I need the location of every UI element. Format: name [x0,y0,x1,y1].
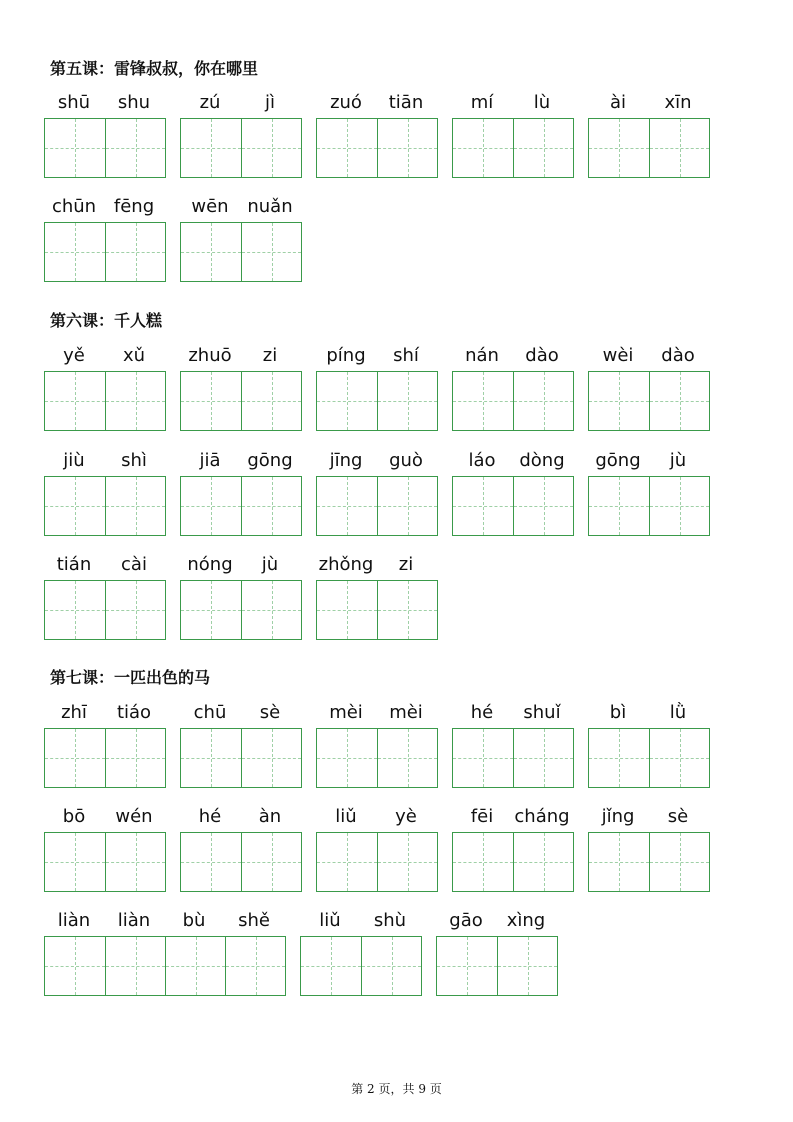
writing-cell[interactable] [453,372,513,430]
writing-cell[interactable] [105,833,165,891]
writing-cell[interactable] [649,372,709,430]
pinyin-label: yè [395,806,417,827]
pinyin-label: hé [198,806,222,827]
lesson-title: 第六课：千人糕 [50,311,163,330]
writing-cell[interactable] [181,833,241,891]
pinyin-row [0,702,793,802]
writing-cell[interactable] [317,833,377,891]
pinyin-label: chū [193,702,227,723]
writing-cell[interactable] [497,937,557,995]
writing-cell[interactable] [513,729,573,787]
writing-cell[interactable] [181,729,241,787]
writing-grid [316,580,438,640]
pinyin-label: shuǐ [523,702,561,723]
writing-cell[interactable] [649,833,709,891]
lesson-title: 第七课：一匹出色的马 [50,668,211,687]
pinyin-label: cháng [514,806,570,827]
pinyin-label: shù [373,910,407,931]
writing-grid [300,936,422,996]
writing-grid [44,580,166,640]
writing-cell[interactable] [165,937,225,995]
writing-cell[interactable] [301,937,361,995]
writing-cell[interactable] [105,937,165,995]
writing-cell[interactable] [241,833,301,891]
pinyin-label: zhuō [188,345,232,366]
writing-cell[interactable] [181,119,241,177]
pinyin-label: cài [121,554,147,575]
writing-cell[interactable] [649,119,709,177]
writing-grid [316,832,438,892]
writing-cell[interactable] [45,119,105,177]
pinyin-label: zhī [61,702,87,723]
writing-cell[interactable] [105,477,165,535]
pinyin-label: gōng [247,450,293,471]
pinyin-label: jì [264,92,275,113]
writing-cell[interactable] [45,581,105,639]
pinyin-label: lù [533,92,551,113]
lesson-title: 第五课：雷锋叔叔，你在哪里 [50,59,259,78]
writing-grid [180,371,302,431]
pinyin-label: ài [609,92,627,113]
writing-cell[interactable] [45,477,105,535]
pinyin-label: nóng [187,554,233,575]
writing-grid [180,222,302,282]
writing-cell[interactable] [105,372,165,430]
writing-cell[interactable] [453,729,513,787]
writing-cell[interactable] [241,477,301,535]
writing-cell[interactable] [105,119,165,177]
writing-cell[interactable] [45,729,105,787]
writing-cell[interactable] [377,833,437,891]
pinyin-label: dào [525,345,559,366]
page-footer: 第 2 页，共 9 页 [351,1082,442,1096]
writing-grid [180,476,302,536]
pinyin-label: fēng [113,196,155,217]
pinyin-label: shū [57,92,91,113]
writing-grid [180,832,302,892]
pinyin-label: mèi [329,702,363,723]
writing-cell[interactable] [589,477,649,535]
pinyin-label: dào [661,345,695,366]
pinyin-label: sè [667,806,689,827]
writing-grid [180,580,302,640]
pinyin-row [0,92,793,192]
pinyin-label: tiān [388,92,424,113]
writing-cell[interactable] [361,937,421,995]
pinyin-label: jù [669,450,687,471]
pinyin-label: liǔ [335,806,357,827]
writing-cell[interactable] [317,581,377,639]
pinyin-label: tián [56,554,92,575]
writing-cell[interactable] [105,581,165,639]
pinyin-label: wén [115,806,153,827]
writing-grid [44,371,166,431]
writing-grid [44,832,166,892]
pinyin-label: bì [609,702,627,723]
pinyin-label: zuó [330,92,362,113]
writing-cell[interactable] [181,581,241,639]
pinyin-label: mí [470,92,494,113]
writing-cell[interactable] [105,729,165,787]
writing-cell[interactable] [105,223,165,281]
pinyin-label: jù [261,554,279,575]
writing-grid [588,118,710,178]
writing-grid [180,728,302,788]
pinyin-label: xǔ [122,345,146,366]
writing-cell[interactable] [377,372,437,430]
pinyin-row [0,196,793,296]
pinyin-label: nán [465,345,499,366]
writing-cell[interactable] [649,477,709,535]
pinyin-label: shě [238,910,270,931]
writing-cell[interactable] [649,729,709,787]
writing-grid [44,222,166,282]
writing-grid [44,936,286,996]
pinyin-label: chūn [51,196,97,217]
writing-grid [452,118,574,178]
writing-cell[interactable] [377,729,437,787]
pinyin-label: yě [63,345,85,366]
pinyin-label: tiáo [116,702,152,723]
pinyin-label: láo [468,450,496,471]
writing-cell[interactable] [453,119,513,177]
writing-cell[interactable] [589,119,649,177]
pinyin-label: wēn [191,196,229,217]
pinyin-row [0,910,793,1010]
writing-cell[interactable] [453,477,513,535]
pinyin-label: fēi [470,806,494,827]
pinyin-label: gāo [449,910,483,931]
writing-cell[interactable] [45,833,105,891]
pinyin-label: zi [398,554,414,575]
pinyin-label: hé [470,702,494,723]
writing-cell[interactable] [241,729,301,787]
writing-cell[interactable] [589,833,649,891]
pinyin-label: liàn [57,910,91,931]
writing-grid [44,476,166,536]
pinyin-label: jīng [329,450,363,471]
writing-cell[interactable] [377,477,437,535]
pinyin-label: nuǎn [247,196,293,217]
pinyin-label: shí [393,345,419,366]
writing-cell[interactable] [377,581,437,639]
writing-cell[interactable] [513,119,573,177]
pinyin-label: lǜ [669,702,687,723]
writing-cell[interactable] [241,581,301,639]
pinyin-label: shu [117,92,151,113]
writing-grid [44,728,166,788]
writing-cell[interactable] [241,372,301,430]
writing-cell[interactable] [589,729,649,787]
writing-grid [452,371,574,431]
pinyin-label: shì [121,450,147,471]
writing-cell[interactable] [181,372,241,430]
writing-grid [316,476,438,536]
writing-grid [452,832,574,892]
writing-cell[interactable] [437,937,497,995]
pinyin-label: mèi [389,702,423,723]
writing-cell[interactable] [241,223,301,281]
pinyin-label: jiā [199,450,221,471]
writing-cell[interactable] [513,833,573,891]
writing-cell[interactable] [241,119,301,177]
pinyin-label: bù [182,910,206,931]
pinyin-label: jǐng [601,806,635,827]
writing-grid [316,728,438,788]
pinyin-label: bō [62,806,86,827]
pinyin-label: àn [258,806,282,827]
writing-grid [436,936,558,996]
writing-cell[interactable] [317,119,377,177]
pinyin-label: guò [389,450,423,471]
writing-cell[interactable] [225,937,285,995]
writing-grid [316,118,438,178]
pinyin-label: wèi [602,345,634,366]
writing-grid [180,118,302,178]
pinyin-row [0,450,793,550]
writing-cell[interactable] [181,477,241,535]
pinyin-row [0,554,793,654]
writing-cell[interactable] [513,372,573,430]
pinyin-label: liàn [117,910,151,931]
writing-grid [452,728,574,788]
writing-cell[interactable] [453,833,513,891]
writing-cell[interactable] [317,477,377,535]
pinyin-label: gōng [595,450,641,471]
writing-grid [44,118,166,178]
writing-cell[interactable] [317,729,377,787]
writing-grid [588,728,710,788]
writing-cell[interactable] [45,223,105,281]
pinyin-label: liǔ [319,910,341,931]
pinyin-row [0,806,793,906]
pinyin-label: jiù [63,450,85,471]
writing-cell[interactable] [513,477,573,535]
pinyin-label: zhǒng [318,554,374,575]
pinyin-label: zi [262,345,278,366]
writing-grid [452,476,574,536]
pinyin-row [0,345,793,445]
writing-cell[interactable] [45,372,105,430]
writing-grid [316,371,438,431]
pinyin-label: xìng [506,910,546,931]
writing-grid [588,371,710,431]
writing-cell[interactable] [181,223,241,281]
pinyin-label: xīn [664,92,692,113]
writing-cell[interactable] [589,372,649,430]
pinyin-label: dòng [519,450,565,471]
pinyin-label: píng [326,345,366,366]
writing-cell[interactable] [45,937,105,995]
pinyin-label: sè [259,702,281,723]
writing-grid [588,832,710,892]
writing-cell[interactable] [377,119,437,177]
writing-grid [588,476,710,536]
pinyin-label: zú [199,92,221,113]
writing-cell[interactable] [317,372,377,430]
